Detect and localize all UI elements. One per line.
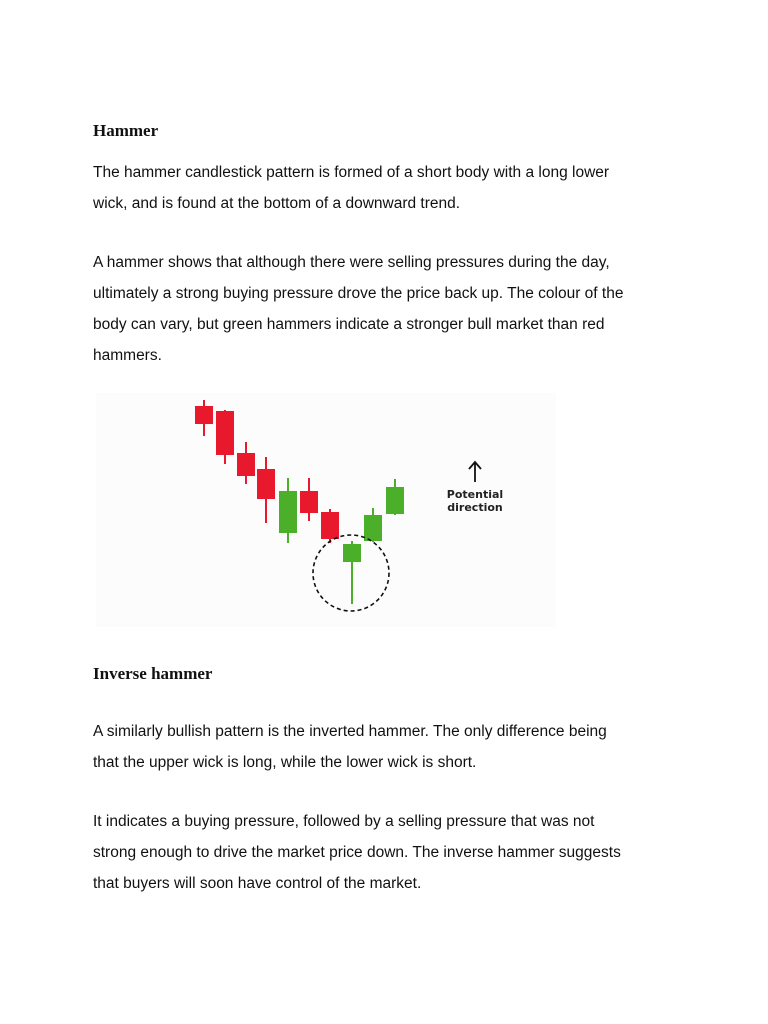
- text-line: body can vary, but green hammers indicate a stronger bull market than red: [93, 316, 605, 333]
- annotation-line-2: direction: [447, 501, 503, 514]
- text-line: strong enough to drive the market price down. The inverse hammer suggests: [93, 844, 621, 861]
- hammer-pattern-figure: [96, 393, 556, 627]
- text-line: It indicates a buying pressure, followed by a selling pressure that was not: [93, 813, 595, 830]
- candlestick-illustration: [96, 393, 556, 627]
- text-line: The hammer candlestick pattern is formed of a short body with a long lower: [93, 164, 610, 181]
- section-heading-hammer: Hammer: [93, 121, 159, 140]
- text-line: that buyers will soon have control of the market.: [93, 875, 422, 892]
- text-line: ultimately a strong buying pressure drove the price back up. The colour of the: [93, 285, 624, 302]
- hammer-paragraph-1: [93, 157, 683, 219]
- text-line: that the upper wick is long, while the lower wick is short.: [93, 754, 477, 771]
- text-line: A similarly bullish pattern is the inverted hammer. The only difference being: [93, 723, 607, 740]
- annotation-line-1: Potential: [446, 488, 504, 501]
- text-line: A hammer shows that although there were selling pressures during the day,: [93, 254, 610, 271]
- inverse-hammer-paragraph-1: [93, 716, 683, 778]
- hammer-paragraph-2: [93, 247, 683, 371]
- section-heading-inverse-hammer: Inverse hammer: [93, 664, 213, 683]
- text-line: wick, and is found at the bottom of a downward trend.: [93, 195, 461, 212]
- text-line: hammers.: [93, 347, 162, 364]
- inverse-hammer-paragraph-2: [93, 806, 683, 899]
